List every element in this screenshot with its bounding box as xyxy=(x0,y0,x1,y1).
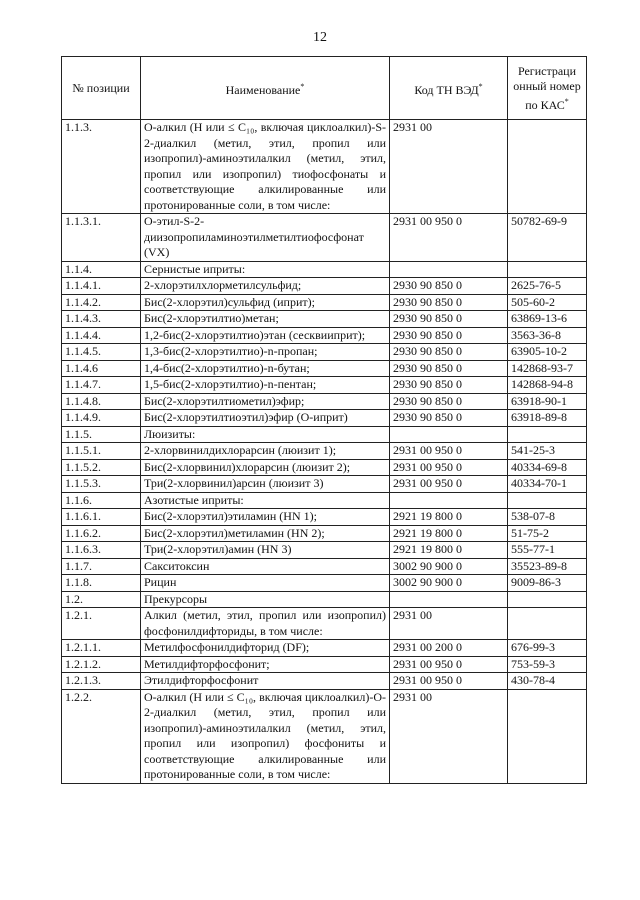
cell-cas xyxy=(508,426,587,443)
cell-name: O-алкил (H или ≤ C₁₀, включая циклоалкил)-O-2-диалкил (метил, этил, пропил или изопропил)-аминоэтилалкил (метил, этил, пропил или изопропил) фосфониты и соответствующие алкилированные или протонированные соли, в том числе: xyxy=(141,689,390,783)
table-row xyxy=(62,214,587,262)
cell-cas: 142868-93-7 xyxy=(508,360,587,377)
cell-cas xyxy=(508,608,587,640)
cell-cas: 63869-13-6 xyxy=(508,311,587,328)
cell-name: 2-хлорвинилдихлорарсин (люизит 1); xyxy=(141,443,390,460)
table-row xyxy=(62,656,587,673)
cell-position: 1.1.8. xyxy=(62,575,141,592)
cell-cas: 541-25-3 xyxy=(508,443,587,460)
cell-position: 1.2.2. xyxy=(62,689,141,783)
cell-code: 2930 90 850 0 xyxy=(390,344,508,361)
header-position: № позиции xyxy=(62,57,141,120)
cell-name: 1,2-бис(2-хлорэтилтио)этан (сесквииприт); xyxy=(141,327,390,344)
cell-code: 2930 90 850 0 xyxy=(390,377,508,394)
cell-code: 2930 90 850 0 xyxy=(390,327,508,344)
cell-name: Алкил (метил, этил, пропил или изопропил) фосфонилдифториды, в том числе: xyxy=(141,608,390,640)
cell-name: Рицин xyxy=(141,575,390,592)
cell-position: 1.2.1.1. xyxy=(62,640,141,657)
cell-name: Сернистые иприты: xyxy=(141,261,390,278)
table-row xyxy=(62,608,587,640)
table-header-row xyxy=(62,57,587,120)
cell-cas: 63918-89-8 xyxy=(508,410,587,427)
cell-code: 2931 00 950 0 xyxy=(390,214,508,262)
cell-cas: 142868-94-8 xyxy=(508,377,587,394)
cell-cas: 40334-70-1 xyxy=(508,476,587,493)
header-name: Наименование* xyxy=(141,57,390,120)
cell-cas xyxy=(508,261,587,278)
cell-code: 2931 00 200 0 xyxy=(390,640,508,657)
page-number: 12 xyxy=(313,30,327,45)
cell-position: 1.1.4.2. xyxy=(62,294,141,311)
table-row xyxy=(62,689,587,783)
cell-cas xyxy=(508,591,587,608)
cell-code: 2930 90 850 0 xyxy=(390,294,508,311)
cell-position: 1.1.4.7. xyxy=(62,377,141,394)
table-row xyxy=(62,558,587,575)
cell-name: Три(2-хлорвинил)арсин (люизит 3) xyxy=(141,476,390,493)
cell-code: 3002 90 900 0 xyxy=(390,558,508,575)
cell-code: 2930 90 850 0 xyxy=(390,311,508,328)
cell-code: 2921 19 800 0 xyxy=(390,509,508,526)
cell-position: 1.2.1.2. xyxy=(62,656,141,673)
cell-name: Бис(2-хлорэтилтио)метан; xyxy=(141,311,390,328)
cell-code xyxy=(390,492,508,509)
cell-position: 1.2. xyxy=(62,591,141,608)
cell-name: Люизиты: xyxy=(141,426,390,443)
cell-position: 1.1.4.9. xyxy=(62,410,141,427)
cell-name: Бис(2-хлорэтилтиоэтил)эфир (O-иприт) xyxy=(141,410,390,427)
cell-position: 1.1.6.2. xyxy=(62,525,141,542)
cell-position: 1.1.6.3. xyxy=(62,542,141,559)
cell-name: O-этил-S-2-диизопропиламиноэтилметилтиофосфонат (VX) xyxy=(141,214,390,262)
cell-position: 1.1.5.2. xyxy=(62,459,141,476)
cell-cas: 538-07-8 xyxy=(508,509,587,526)
cell-position: 1.1.6.1. xyxy=(62,509,141,526)
cell-cas: 40334-69-8 xyxy=(508,459,587,476)
cell-position: 1.1.6. xyxy=(62,492,141,509)
cell-cas: 51-75-2 xyxy=(508,525,587,542)
cell-name: Бис(2-хлорэтил)метиламин (HN 2); xyxy=(141,525,390,542)
cell-code: 2921 19 800 0 xyxy=(390,525,508,542)
table-row xyxy=(62,591,587,608)
cell-cas: 9009-86-3 xyxy=(508,575,587,592)
table-row xyxy=(62,542,587,559)
cell-name: 1,5-бис(2-хлорэтилтио)-n-пентан; xyxy=(141,377,390,394)
cell-name: Сакситоксин xyxy=(141,558,390,575)
cell-name: Бис(2-хлорэтилтиометил)эфир; xyxy=(141,393,390,410)
table-row xyxy=(62,393,587,410)
cell-position: 1.1.5. xyxy=(62,426,141,443)
cell-code: 2931 00 950 0 xyxy=(390,443,508,460)
cell-name: Азотистые иприты: xyxy=(141,492,390,509)
cell-code: 2931 00 950 0 xyxy=(390,673,508,690)
table-row xyxy=(62,360,587,377)
table-row xyxy=(62,525,587,542)
cell-code: 2931 00 xyxy=(390,120,508,214)
cell-name: O-алкил (H или ≤ C₁₀, включая циклоалкил)-S-2-диалкил (метил, этил, пропил или изопропил)-аминоэтилалкил (метил, этил, пропил или изопропил) тиофосфонаты и соответствующие алкилированные или протонированные соли, в том числе: xyxy=(141,120,390,214)
cell-cas: 676-99-3 xyxy=(508,640,587,657)
header-code: Код ТН ВЭД* xyxy=(390,57,508,120)
cell-position: 1.1.4.1. xyxy=(62,278,141,295)
cell-position: 1.1.7. xyxy=(62,558,141,575)
table-row xyxy=(62,492,587,509)
table-row xyxy=(62,294,587,311)
cell-cas: 505-60-2 xyxy=(508,294,587,311)
substances-table xyxy=(61,56,587,784)
cell-cas xyxy=(508,120,587,214)
cell-position: 1.1.4.8. xyxy=(62,393,141,410)
table-row xyxy=(62,377,587,394)
table-row xyxy=(62,311,587,328)
cell-cas: 50782-69-9 xyxy=(508,214,587,262)
cell-position: 1.1.4.3. xyxy=(62,311,141,328)
table-row xyxy=(62,509,587,526)
cell-cas: 63905-10-2 xyxy=(508,344,587,361)
cell-position: 1.2.1.3. xyxy=(62,673,141,690)
cell-cas: 430-78-4 xyxy=(508,673,587,690)
cell-code: 2921 19 800 0 xyxy=(390,542,508,559)
table-row xyxy=(62,278,587,295)
cell-name: Бис(2-хлорэтил)сульфид (иприт); xyxy=(141,294,390,311)
cell-name: Бис(2-хлорвинил)хлорарсин (люизит 2); xyxy=(141,459,390,476)
cell-code xyxy=(390,261,508,278)
cell-code: 2930 90 850 0 xyxy=(390,393,508,410)
cell-cas: 555-77-1 xyxy=(508,542,587,559)
table-row xyxy=(62,120,587,214)
cell-name: Три(2-хлорэтил)амин (HN 3) xyxy=(141,542,390,559)
header-cas: Регистраци онный номер по КАС* xyxy=(508,57,587,120)
cell-cas: 63918-90-1 xyxy=(508,393,587,410)
cell-position: 1.1.4. xyxy=(62,261,141,278)
cell-cas: 3563-36-8 xyxy=(508,327,587,344)
cell-code: 2930 90 850 0 xyxy=(390,278,508,295)
table-row xyxy=(62,640,587,657)
cell-cas xyxy=(508,689,587,783)
cell-position: 1.1.4.5. xyxy=(62,344,141,361)
cell-cas: 2625-76-5 xyxy=(508,278,587,295)
cell-name: Этилдифторфосфонит xyxy=(141,673,390,690)
table-row xyxy=(62,443,587,460)
cell-code: 2930 90 850 0 xyxy=(390,360,508,377)
cell-code xyxy=(390,426,508,443)
cell-position: 1.1.5.3. xyxy=(62,476,141,493)
cell-name: 1,3-бис(2-хлорэтилтио)-n-пропан; xyxy=(141,344,390,361)
table-row xyxy=(62,261,587,278)
cell-position: 1.1.4.6 xyxy=(62,360,141,377)
table-row xyxy=(62,410,587,427)
table-row xyxy=(62,327,587,344)
table-row xyxy=(62,673,587,690)
cell-code: 2930 90 850 0 xyxy=(390,410,508,427)
cell-code: 2931 00 xyxy=(390,689,508,783)
cell-name: Бис(2-хлорэтил)этиламин (HN 1); xyxy=(141,509,390,526)
table-row xyxy=(62,575,587,592)
cell-position: 1.2.1. xyxy=(62,608,141,640)
cell-cas xyxy=(508,492,587,509)
cell-name: Метилдифторфосфонит; xyxy=(141,656,390,673)
table-row xyxy=(62,344,587,361)
cell-cas: 753-59-3 xyxy=(508,656,587,673)
cell-position: 1.1.3.1. xyxy=(62,214,141,262)
table-row xyxy=(62,459,587,476)
cell-cas: 35523-89-8 xyxy=(508,558,587,575)
cell-name: Метилфосфонилдифторид (DF); xyxy=(141,640,390,657)
cell-code: 2931 00 950 0 xyxy=(390,656,508,673)
cell-code: 2931 00 950 0 xyxy=(390,476,508,493)
cell-position: 1.1.5.1. xyxy=(62,443,141,460)
cell-code xyxy=(390,591,508,608)
cell-code: 3002 90 900 0 xyxy=(390,575,508,592)
cell-position: 1.1.4.4. xyxy=(62,327,141,344)
cell-name: Прекурсоры xyxy=(141,591,390,608)
cell-code: 2931 00 950 0 xyxy=(390,459,508,476)
table-row xyxy=(62,426,587,443)
cell-position: 1.1.3. xyxy=(62,120,141,214)
cell-name: 1,4-бис(2-хлорэтилтио)-n-бутан; xyxy=(141,360,390,377)
cell-code: 2931 00 xyxy=(390,608,508,640)
cell-name: 2-хлорэтилхлорметилсульфид; xyxy=(141,278,390,295)
table-row xyxy=(62,476,587,493)
